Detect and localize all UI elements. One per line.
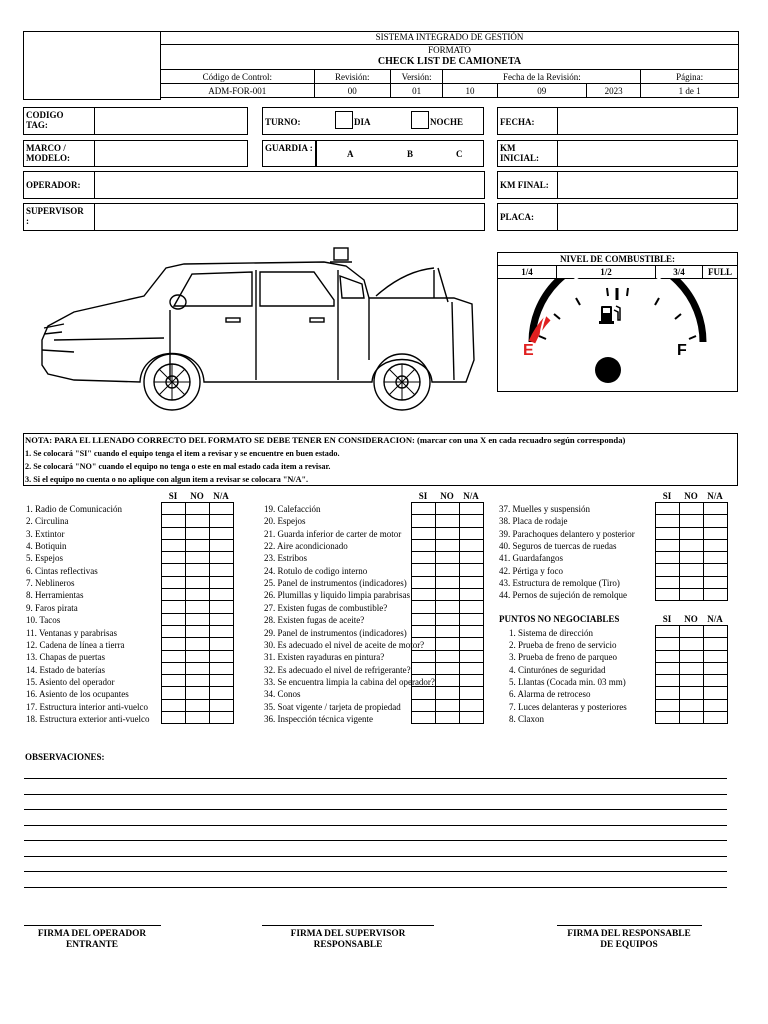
col2-na-header: N/A: [463, 491, 479, 501]
checkbox-no[interactable]: [186, 552, 210, 564]
turno-noche-label: NOCHE: [430, 117, 464, 127]
checkbox-no[interactable]: [186, 662, 210, 674]
list-item: 28. Existen fugas de aceite?: [264, 615, 365, 626]
non-negotiable-title: PUNTOS NO NEGOCIABLES: [499, 614, 620, 624]
checkbox-no[interactable]: [436, 589, 460, 601]
fuel-level-half[interactable]: 1/2: [557, 266, 656, 279]
checkbox-no[interactable]: [186, 527, 210, 539]
label-revision: Revisión:: [314, 70, 390, 84]
list-item: 31. Existen rayaduras en pintura?: [264, 652, 385, 663]
checkbox-no[interactable]: [186, 564, 210, 576]
checkbox-no[interactable]: [436, 675, 460, 687]
note-2: 2. Se colocará "NO" cuando el equipo no tenga o este en mal estado cada item a revisar.: [25, 462, 331, 471]
checkbox-si[interactable]: [656, 650, 680, 662]
checkbox-na[interactable]: [210, 662, 234, 674]
fuel-level-three-quarter[interactable]: 3/4: [656, 266, 703, 279]
checkbox-si[interactable]: [162, 650, 186, 662]
supervisor-field[interactable]: [94, 203, 485, 231]
list-item: 17. Estructura interior anti-vuelco: [26, 701, 148, 712]
checkbox-si[interactable]: [162, 699, 186, 711]
checkbox-na[interactable]: [704, 626, 728, 638]
checkbox-no[interactable]: [680, 650, 704, 662]
signature-line-equipment[interactable]: [557, 925, 702, 926]
control-code: ADM-FOR-001: [161, 84, 315, 98]
header-control-table: [160, 69, 739, 98]
checkbox-na[interactable]: [704, 662, 728, 674]
checkbox-na[interactable]: [460, 527, 484, 539]
checkbox-no[interactable]: [186, 699, 210, 711]
marco-modelo-field[interactable]: [94, 140, 248, 167]
checkbox-no[interactable]: [680, 662, 704, 674]
signature-operator-title: FIRMA DEL OPERADOR: [37, 929, 147, 939]
list-item: 15. Asiento del operador: [26, 676, 115, 687]
page-number: 1 de 1: [641, 84, 739, 98]
list-item: 36. Inspección técnica vigente: [264, 713, 373, 724]
list-item: 21. Guarda inferior de carter de motor: [264, 528, 402, 539]
checkbox-si[interactable]: [162, 638, 186, 650]
nn-checkbox-grid[interactable]: [655, 625, 728, 724]
checkbox-na[interactable]: [704, 503, 728, 515]
codigo-tag-field[interactable]: [94, 107, 248, 135]
list-item: 26. Plumillas y liquido limpia parabrisas: [264, 590, 410, 601]
list-item: 10. Tacos: [26, 615, 61, 626]
checkbox-si[interactable]: [412, 589, 436, 601]
checkbox-si[interactable]: [412, 503, 436, 515]
signature-operator-sub: ENTRANTE: [65, 940, 119, 950]
signature-supervisor-title: FIRMA DEL SUPERVISOR: [290, 929, 406, 939]
checkbox-no[interactable]: [680, 552, 704, 564]
nn-no-header: NO: [684, 614, 698, 624]
operador-field[interactable]: [94, 171, 485, 199]
checkbox-no[interactable]: [436, 687, 460, 699]
checkbox-no[interactable]: [680, 712, 704, 724]
checkbox-si[interactable]: [412, 515, 436, 527]
checkbox-si[interactable]: [412, 576, 436, 588]
checkbox-na[interactable]: [460, 613, 484, 625]
checkbox-si[interactable]: [656, 503, 680, 515]
checkbox-na[interactable]: [704, 527, 728, 539]
checkbox-na[interactable]: [460, 638, 484, 650]
placa-field[interactable]: [557, 203, 738, 231]
checkbox-no[interactable]: [680, 589, 704, 601]
version: 01: [390, 84, 443, 98]
col3-no-header: NO: [684, 491, 698, 501]
list-item: 11. Ventanas y parabrisas: [26, 627, 117, 638]
list-item: 1. Sistema de dirección: [509, 627, 593, 638]
signature-equipment-title: FIRMA DEL RESPONSABLE: [567, 929, 691, 939]
checkbox-si[interactable]: [656, 687, 680, 699]
col2-checkbox-grid[interactable]: [411, 502, 484, 724]
list-item: 1. Radio de Comunicación: [26, 504, 122, 514]
label-control-code: Código de Control:: [161, 70, 315, 84]
codigo-tag-label: CODIGO TAG:: [26, 110, 64, 130]
checkbox-si[interactable]: [656, 662, 680, 674]
checkbox-no[interactable]: [186, 613, 210, 625]
checkbox-si[interactable]: [412, 687, 436, 699]
checkbox-si[interactable]: [162, 576, 186, 588]
checkbox-na[interactable]: [210, 515, 234, 527]
checkbox-no[interactable]: [186, 687, 210, 699]
checkbox-no[interactable]: [436, 601, 460, 613]
checkbox-na[interactable]: [460, 675, 484, 687]
checkbox-no[interactable]: [680, 503, 704, 515]
col1-na-header: N/A: [213, 491, 229, 501]
checkbox-na[interactable]: [460, 503, 484, 515]
list-item: 38. Placa de rodaje: [499, 516, 568, 527]
checkbox-na[interactable]: [210, 589, 234, 601]
checkbox-na[interactable]: [210, 712, 234, 724]
list-item: 2. Prueba de freno de servicio: [509, 639, 617, 650]
checkbox-si[interactable]: [162, 601, 186, 613]
header-system: SISTEMA INTEGRADO DE GESTIÓN: [375, 32, 524, 42]
revision: 00: [314, 84, 390, 98]
checkbox-no[interactable]: [680, 539, 704, 551]
fuel-levels-row: [497, 265, 738, 279]
list-item: 3. Prueba de freno de parqueo: [509, 652, 617, 663]
checkbox-si[interactable]: [656, 638, 680, 650]
checkbox-na[interactable]: [704, 539, 728, 551]
checkbox-no[interactable]: [680, 699, 704, 711]
checkbox-no[interactable]: [186, 712, 210, 724]
nn-na-header: N/A: [707, 614, 723, 624]
operador-label: OPERADOR:: [26, 180, 81, 190]
checkbox-no[interactable]: [680, 564, 704, 576]
note-1: 1. Se colocará "SI" cuando el equipo tenga el item a revisar y se encuentre en buen estado.: [25, 449, 340, 458]
checkbox-na[interactable]: [704, 650, 728, 662]
checkbox-na[interactable]: [210, 699, 234, 711]
checkbox-si[interactable]: [656, 712, 680, 724]
list-item: 14. Estado de baterías: [26, 664, 105, 675]
checkbox-si[interactable]: [412, 712, 436, 724]
logo-box: [23, 31, 161, 100]
fecha-label: FECHA:: [500, 117, 535, 127]
checkbox-no[interactable]: [436, 539, 460, 551]
km-final-label: KM FINAL:: [500, 180, 549, 190]
checkbox-no[interactable]: [680, 626, 704, 638]
list-item: 5. Espejos: [26, 553, 63, 564]
checkbox-na[interactable]: [210, 601, 234, 613]
checkbox-si[interactable]: [162, 564, 186, 576]
checkbox-na[interactable]: [460, 650, 484, 662]
checkbox-si[interactable]: [412, 625, 436, 637]
checkbox-na[interactable]: [210, 650, 234, 662]
fuel-empty-letter: E: [523, 342, 534, 359]
checkbox-no[interactable]: [680, 576, 704, 588]
list-item: 42. Pértiga y foco: [499, 565, 563, 576]
fuel-title: NIVEL DE COMBUSTIBLE:: [559, 254, 676, 264]
page-title: CHECK LIST DE CAMIONETA: [377, 56, 522, 67]
checkbox-na[interactable]: [704, 589, 728, 601]
col1-si-header: SI: [168, 491, 178, 501]
checkbox-na[interactable]: [460, 552, 484, 564]
list-item: 13. Chapas de puertas: [26, 652, 105, 663]
checkbox-no[interactable]: [436, 552, 460, 564]
checkbox-si[interactable]: [656, 675, 680, 687]
guardia-a[interactable]: A: [347, 149, 354, 159]
checkbox-si[interactable]: [412, 601, 436, 613]
checkbox-no[interactable]: [436, 625, 460, 637]
date-month: 09: [497, 84, 586, 98]
list-item: 27. Existen fugas de combustible?: [264, 602, 388, 613]
checkbox-na[interactable]: [460, 687, 484, 699]
list-item: 7. Luces delanteras y posteriores: [509, 701, 627, 712]
list-item: 37. Muelles y suspensión: [499, 504, 590, 514]
list-item: 35. Soat vigente / tarjeta de propiedad: [264, 701, 401, 712]
checkbox-na[interactable]: [704, 552, 728, 564]
checkbox-na[interactable]: [460, 662, 484, 674]
col3-si-header: SI: [662, 491, 672, 501]
checkbox-na[interactable]: [704, 675, 728, 687]
list-item: 5. Llantas (Cocada min. 03 mm): [509, 676, 626, 687]
checkbox-na[interactable]: [460, 539, 484, 551]
checkbox-si[interactable]: [412, 552, 436, 564]
list-item: 43. Estructura de remolque (Tiro): [499, 578, 620, 589]
list-item: 32. Es adecuado el nivel de refrigerante?: [264, 664, 411, 675]
guardia-b[interactable]: B: [407, 149, 414, 159]
checkbox-si[interactable]: [412, 613, 436, 625]
checkbox-na[interactable]: [210, 552, 234, 564]
col3-checkbox-grid[interactable]: [655, 502, 728, 601]
checkbox-no[interactable]: [436, 638, 460, 650]
guardia-divider: [315, 140, 317, 167]
list-item: 39. Parachoques delantero y posterior: [499, 528, 635, 539]
checkbox-si[interactable]: [656, 626, 680, 638]
checkbox-no[interactable]: [186, 515, 210, 527]
list-item: 22. Aire acondicionado: [264, 541, 348, 551]
checkbox-no[interactable]: [436, 515, 460, 527]
checkbox-si[interactable]: [162, 515, 186, 527]
checkbox-no[interactable]: [186, 539, 210, 551]
notes-heading: NOTA: PARA EL LLENADO CORRECTO DEL FORMATO SE DEBE TENER EN CONSIDERACION: (marcar con una X en cada recuadro según corresponda): [25, 435, 626, 445]
label-version: Versión:: [390, 70, 443, 84]
checkbox-na[interactable]: [704, 576, 728, 588]
label-revision-date: Fecha de la Revisión:: [443, 70, 641, 84]
checkbox-na[interactable]: [460, 589, 484, 601]
checkbox-na[interactable]: [704, 712, 728, 724]
km-final-field[interactable]: [557, 171, 738, 199]
checkbox-no[interactable]: [186, 650, 210, 662]
checkbox-no[interactable]: [436, 613, 460, 625]
km-inicial-field[interactable]: [557, 140, 738, 167]
checkbox-si[interactable]: [412, 638, 436, 650]
signature-supervisor-sub: RESPONSABLE: [313, 940, 383, 950]
checkbox-no[interactable]: [436, 712, 460, 724]
checkbox-si[interactable]: [656, 515, 680, 527]
list-item: 20. Espejos: [264, 516, 306, 527]
list-item: 40. Seguros de tuercas de ruedas: [499, 541, 617, 551]
checkbox-na[interactable]: [460, 576, 484, 588]
list-item: 6. Cintas reflectivas: [26, 565, 98, 576]
checkbox-na[interactable]: [210, 576, 234, 588]
checkbox-si[interactable]: [412, 675, 436, 687]
signature-equipment-sub: DE EQUIPOS: [600, 940, 658, 950]
checkbox-no[interactable]: [436, 503, 460, 515]
checkbox-si[interactable]: [656, 564, 680, 576]
checkbox-na[interactable]: [210, 638, 234, 650]
list-item: 4. Cinturónes de seguridad: [509, 664, 606, 675]
note-3: 3. Si el equipo no cuenta o no aplique con algun item a revisar se colocara "N/A".: [25, 475, 309, 484]
checkbox-no[interactable]: [680, 527, 704, 539]
list-item: 41. Guardafangos: [499, 553, 563, 564]
list-item: 16. Asiento de los ocupantes: [26, 689, 129, 700]
checkbox-na[interactable]: [704, 699, 728, 711]
checkbox-si[interactable]: [656, 589, 680, 601]
checkbox-na[interactable]: [704, 515, 728, 527]
turno-label: TURNO:: [265, 117, 301, 127]
checkbox-si[interactable]: [162, 539, 186, 551]
checkbox-na[interactable]: [704, 687, 728, 699]
list-item: 4. Botiquin: [26, 541, 67, 551]
checkbox-si[interactable]: [162, 503, 186, 515]
checkbox-si[interactable]: [412, 539, 436, 551]
checkbox-si[interactable]: [162, 662, 186, 674]
list-item: 9. Faros pirata: [26, 602, 78, 613]
checkbox-no[interactable]: [186, 601, 210, 613]
checkbox-na[interactable]: [210, 625, 234, 637]
checkbox-si[interactable]: [162, 552, 186, 564]
checkbox-na[interactable]: [460, 564, 484, 576]
list-item: 19. Calefacción: [264, 504, 321, 514]
list-item: 6. Alarma de retroceso: [509, 689, 591, 700]
checkbox-no[interactable]: [436, 662, 460, 674]
checkbox-no[interactable]: [436, 699, 460, 711]
fuel-dial-icon: [510, 278, 725, 390]
checkbox-na[interactable]: [704, 564, 728, 576]
fecha-field[interactable]: [557, 107, 738, 135]
checkbox-si[interactable]: [656, 527, 680, 539]
fuel-level-full[interactable]: FULL: [703, 266, 738, 279]
checkbox-no[interactable]: [680, 687, 704, 699]
signature-line-supervisor[interactable]: [262, 925, 434, 926]
checkbox-na[interactable]: [210, 613, 234, 625]
checkbox-si[interactable]: [412, 527, 436, 539]
checkbox-si[interactable]: [162, 613, 186, 625]
list-item: 8. Claxon: [509, 713, 544, 724]
list-item: 44. Pernos de sujeción de remolque: [499, 590, 627, 601]
checkbox-na[interactable]: [460, 712, 484, 724]
turno-dia-label: DIA: [354, 117, 371, 127]
checkbox-no[interactable]: [436, 576, 460, 588]
checkbox-na[interactable]: [210, 527, 234, 539]
checkbox-si[interactable]: [162, 687, 186, 699]
checkbox-si[interactable]: [162, 527, 186, 539]
turno-noche-checkbox[interactable]: [411, 111, 429, 129]
checkbox-no[interactable]: [680, 638, 704, 650]
guardia-c[interactable]: C: [456, 149, 463, 159]
list-item: 30. Es adecuado el nivel de aceite de motor?: [264, 639, 425, 650]
checkbox-na[interactable]: [210, 675, 234, 687]
checkbox-no[interactable]: [680, 515, 704, 527]
checkbox-no[interactable]: [186, 503, 210, 515]
signature-line-operator[interactable]: [24, 925, 161, 926]
list-item: 29. Panel de instrumentos (indicadores): [264, 627, 407, 638]
supervisor-label: SUPERVISOR :: [26, 206, 84, 226]
list-item: 23. Estribos: [264, 553, 308, 564]
pickup-truck-illustration: [34, 240, 494, 420]
checkbox-si[interactable]: [656, 576, 680, 588]
guardia-label: GUARDIA :: [265, 143, 313, 153]
checkbox-si[interactable]: [412, 662, 436, 674]
checkbox-si[interactable]: [412, 650, 436, 662]
list-item: 3. Extintor: [26, 528, 65, 539]
checkbox-na[interactable]: [460, 625, 484, 637]
checkbox-no[interactable]: [436, 650, 460, 662]
checkbox-no[interactable]: [186, 638, 210, 650]
header-format: FORMATO: [428, 45, 471, 55]
checkbox-na[interactable]: [210, 539, 234, 551]
checkbox-si[interactable]: [162, 675, 186, 687]
checkbox-no[interactable]: [186, 625, 210, 637]
checkbox-si[interactable]: [412, 699, 436, 711]
list-item: 25. Panel de instrumentos (indicadores): [264, 578, 407, 589]
checkbox-na[interactable]: [460, 515, 484, 527]
col2-si-header: SI: [418, 491, 428, 501]
checkbox-no[interactable]: [186, 589, 210, 601]
list-item: 8. Herramientas: [26, 590, 84, 601]
marco-modelo-label: MARCO / MODELO:: [26, 143, 70, 163]
date-year: 2023: [587, 84, 641, 98]
turno-dia-checkbox[interactable]: [335, 111, 353, 129]
list-item: 7. Neblineros: [26, 578, 75, 589]
checkbox-si[interactable]: [656, 552, 680, 564]
placa-label: PLACA:: [500, 212, 534, 222]
list-item: 12. Cadena de línea a tierra: [26, 639, 125, 650]
checkbox-si[interactable]: [656, 539, 680, 551]
checkbox-si[interactable]: [412, 564, 436, 576]
list-item: 34. Conos: [264, 689, 301, 700]
checkbox-no[interactable]: [186, 675, 210, 687]
checkbox-no[interactable]: [680, 675, 704, 687]
col1-no-header: NO: [190, 491, 204, 501]
checkbox-no[interactable]: [186, 576, 210, 588]
checkbox-na[interactable]: [460, 699, 484, 711]
col1-checkbox-grid[interactable]: [161, 502, 234, 724]
checkbox-na[interactable]: [210, 687, 234, 699]
checkbox-na[interactable]: [210, 503, 234, 515]
col2-no-header: NO: [440, 491, 454, 501]
fuel-full-letter: F: [677, 342, 687, 359]
checkbox-no[interactable]: [436, 564, 460, 576]
observaciones-label: OBSERVACIONES:: [25, 752, 105, 762]
nn-si-header: SI: [662, 614, 672, 624]
checkbox-na[interactable]: [460, 601, 484, 613]
list-item: 24. Rotulo de codigo interno: [264, 565, 368, 576]
km-inicial-label: KM INICIAL:: [500, 143, 540, 163]
checkbox-si[interactable]: [162, 712, 186, 724]
list-item: 18. Estructura exterior anti-vuelco: [26, 713, 150, 724]
col3-na-header: N/A: [707, 491, 723, 501]
checkbox-no[interactable]: [436, 527, 460, 539]
list-item: 33. Se encuentra limpia la cabina del operador?: [264, 676, 435, 687]
checkbox-si[interactable]: [162, 589, 186, 601]
date-day: 10: [443, 84, 497, 98]
checkbox-na[interactable]: [210, 564, 234, 576]
label-page: Página:: [641, 70, 739, 84]
checkbox-na[interactable]: [704, 638, 728, 650]
checkbox-si[interactable]: [162, 625, 186, 637]
list-item: 2. Circulina: [26, 516, 69, 527]
fuel-level-quarter[interactable]: 1/4: [498, 266, 557, 279]
checkbox-si[interactable]: [656, 699, 680, 711]
